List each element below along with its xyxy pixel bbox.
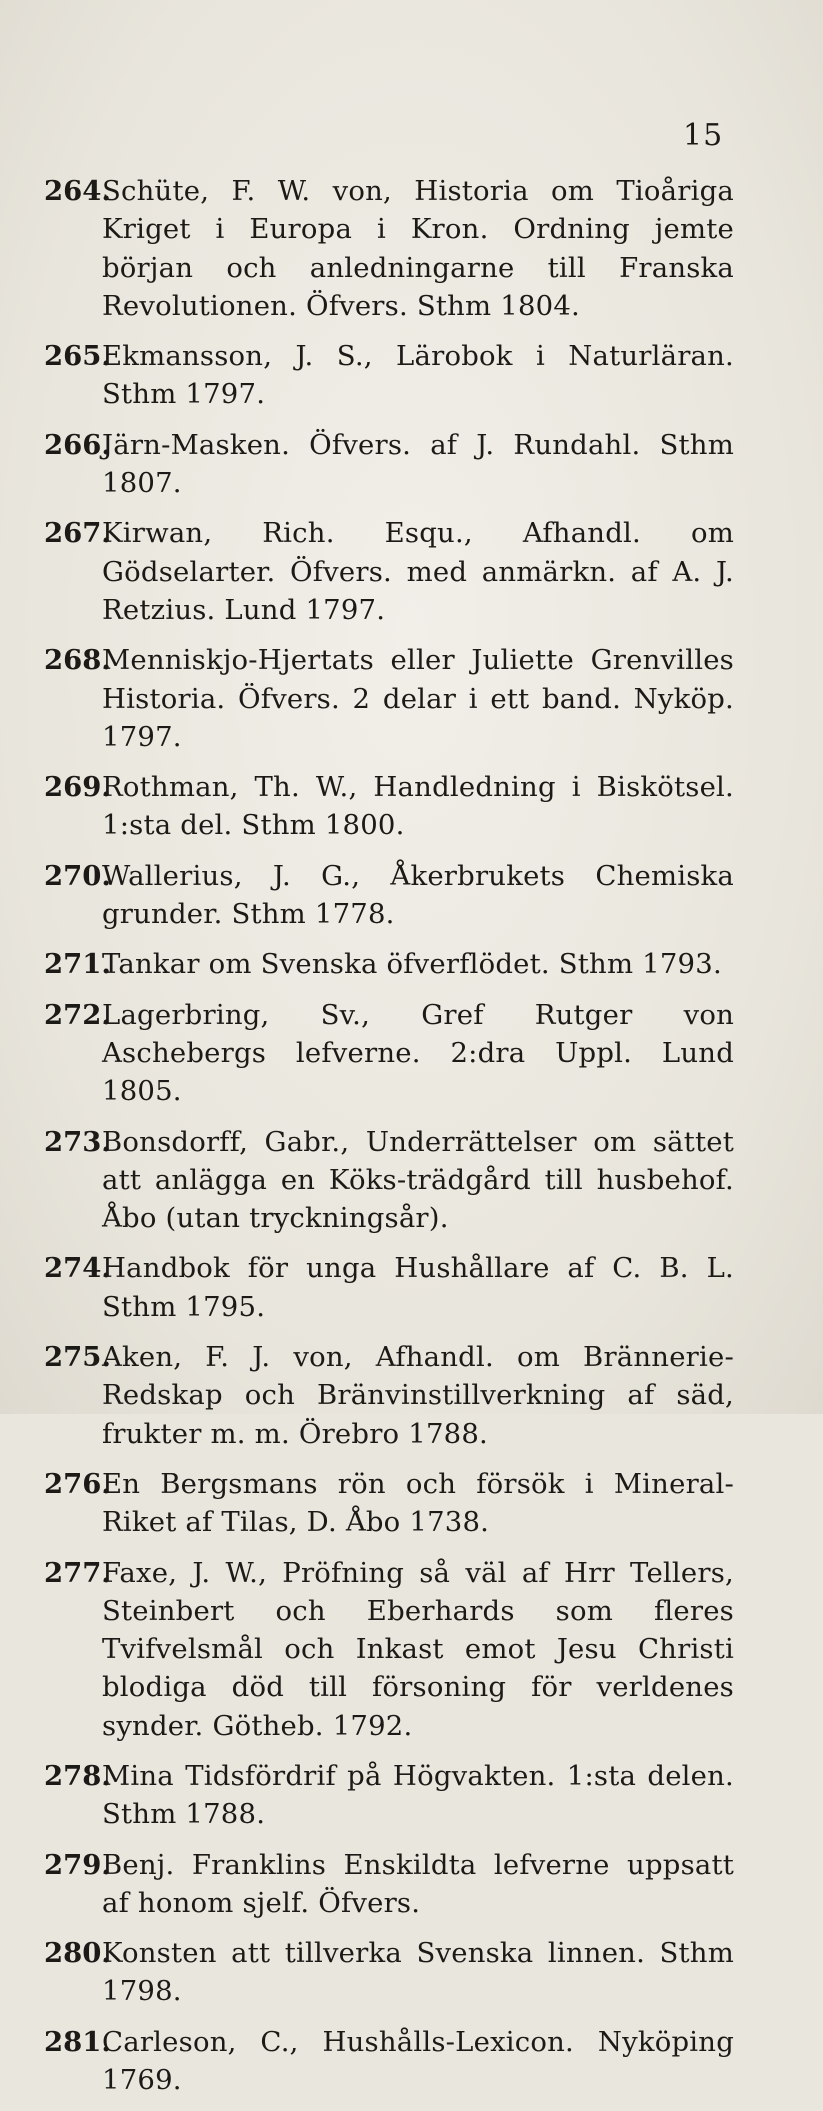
entry-number: 275. <box>44 1341 111 1374</box>
entry-text: Rothman, Th. W., Handledning i Biskötsel. 1:sta del. Sthm 1800. <box>102 771 734 842</box>
entry-number: 280. <box>44 1937 111 1970</box>
catalog-entry <box>44 1554 734 1745</box>
entry-number: 268. <box>44 644 111 677</box>
entry-number: 272. <box>44 998 111 1031</box>
catalog-entry <box>44 1465 734 1542</box>
catalog-entry <box>44 945 734 983</box>
entry-number: 281. <box>44 2025 111 2058</box>
entry-text: Faxe, J. W., Pröfning så väl af Hrr Tellers, Steinbert och Eberhards som fleres Tvifvelsmål och Inkast emot Jesu Christi blodiga död till försoning för verldenes synder. Götheb. 1792. <box>102 1556 734 1742</box>
entry-number: 266. <box>44 428 111 461</box>
entry-text: Schüte, F. W. von, Historia om Tioåriga Kriget i Europa i Kron. Ordning jemte början och anledningarne till Franska Revolutionen. Öfvers. Sthm 1804. <box>102 175 734 322</box>
entry-text: En Bergsmans rön och försök i Mineral-Riket af Tilas, D. Åbo 1738. <box>102 1467 734 1539</box>
entry-text: Mina Tidsfördrif på Högvakten. 1:sta delen. Sthm 1788. <box>102 1759 734 1831</box>
entry-text: Konsten att tillverka Svenska linnen. Sthm 1798. <box>102 1937 734 2008</box>
entry-text: Carleson, C., Hushålls-Lexicon. Nyköping 1769. <box>102 2025 734 2097</box>
entry-number: 279. <box>44 1848 111 1881</box>
entry-text: Kirwan, Rich. Esqu., Afhandl. om Gödselarter. Öfvers. med anmärkn. af A. J. Retzius. Lund 1797. <box>102 517 734 626</box>
entry-number: 274. <box>44 1252 111 1285</box>
entry-number: 265. <box>44 340 111 373</box>
entry-text: Lagerbring, Sv., Gref Rutger von Aschebergs lefverne. 2:dra Uppl. Lund 1805. <box>102 998 734 1108</box>
entry-text: Järn-Masken. Öfvers. af J. Rundahl. Sthm 1807. <box>102 428 734 500</box>
page-number: 15 <box>683 118 724 153</box>
catalog-entry <box>44 1338 734 1453</box>
entry-number: 276. <box>44 1467 111 1500</box>
catalog-entry <box>44 996 734 1111</box>
catalog-entry <box>44 1934 734 2011</box>
entry-number: 278. <box>44 1759 111 1792</box>
entry-number: 273. <box>44 1125 111 1158</box>
entry-number: 277. <box>44 1556 111 1589</box>
entry-text: Aken, F. J. von, Afhandl. om Brännerie-Redskap och Bränvinstillverkning af säd, frukter m. m. Örebro 1788. <box>102 1341 734 1450</box>
catalog-entry <box>44 1757 734 1834</box>
catalog-entry <box>44 768 734 845</box>
catalog-entry <box>44 337 734 414</box>
entry-text: Menniskjo-Hjertats eller Juliette Grenvilles Historia. Öfvers. 2 delar i ett band. Nyköp. 1797. <box>102 644 734 753</box>
entry-number: 270. <box>44 859 111 892</box>
entry-number: 269. <box>44 771 111 804</box>
catalog-entry <box>44 2023 734 2100</box>
catalog-entry <box>44 641 734 756</box>
entry-text: Bonsdorff, Gabr., Underrättelser om sättet att anlägga en Köks-trädgård till husbehof. Åbo (utan tryckningsår). <box>102 1125 734 1235</box>
catalog-entry <box>44 1249 734 1326</box>
entry-text: Handbok för unga Hushållare af C. B. L. Sthm 1795. <box>102 1252 734 1323</box>
entry-text: Wallerius, J. G., Åkerbrukets Chemiska grunder. Sthm 1778. <box>102 859 734 931</box>
catalog-entries <box>44 172 734 2111</box>
entry-number: 271. <box>44 948 111 981</box>
entry-number: 264. <box>44 175 111 207</box>
entry-text: Tankar om Svenska öfverflödet. Sthm 1793. <box>102 948 722 981</box>
catalog-entry <box>44 1123 734 1238</box>
entry-number: 267. <box>44 517 111 550</box>
entry-text: Benj. Franklins Enskildta lefverne uppsatt af honom sjelf. Öfvers. <box>102 1848 734 1919</box>
catalog-entry <box>44 1846 734 1923</box>
catalog-entry <box>44 857 734 934</box>
catalog-entry <box>44 172 734 325</box>
catalog-entry <box>44 514 734 629</box>
catalog-entry <box>44 426 734 503</box>
entry-text: Ekmansson, J. S., Lärobok i Naturläran. Sthm 1797. <box>102 340 734 411</box>
